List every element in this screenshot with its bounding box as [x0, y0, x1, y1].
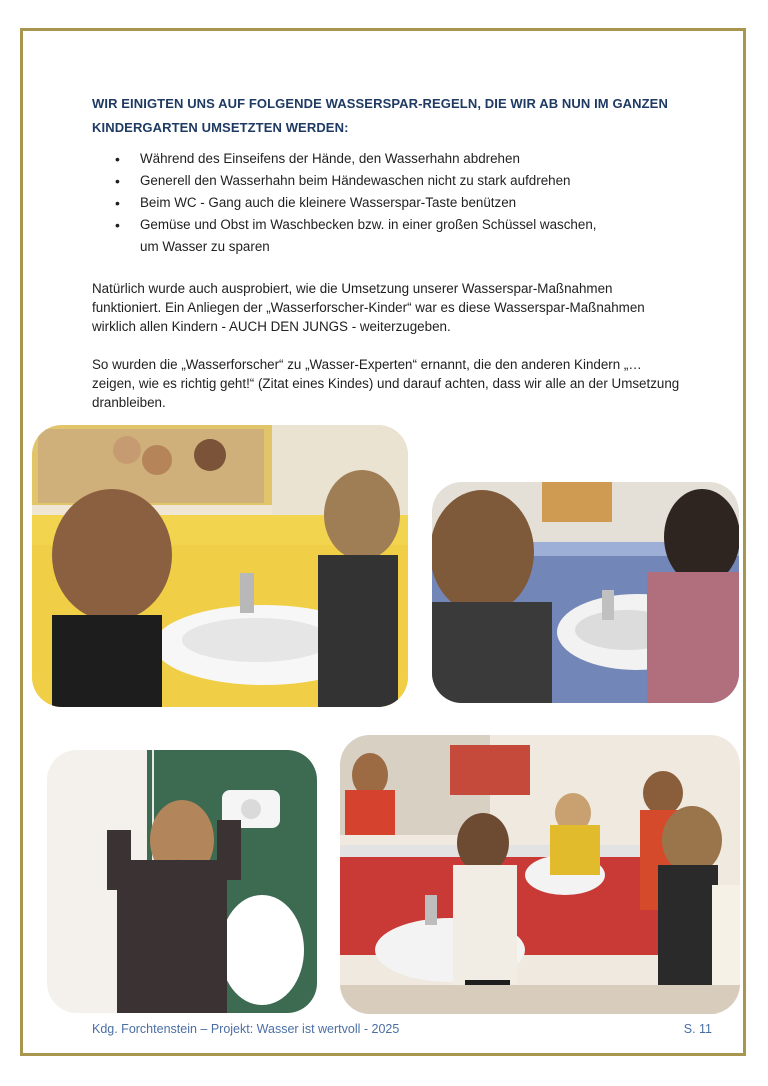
list-item-continuation: um Wasser zu sparen: [140, 239, 270, 254]
water-saving-rules-list: [112, 148, 672, 258]
list-item: • Gemüse und Obst im Waschbecken bzw. in einer großen Schüssel waschen,: [112, 214, 672, 236]
list-item: • Während des Einseifens der Hände, den Wasserhahn abdrehen: [112, 148, 672, 170]
photo-turning-off-tap: [432, 482, 739, 703]
list-item: • Generell den Wasserhahn beim Händewaschen nicht zu stark aufdrehen: [112, 170, 672, 192]
bullet-icon: •: [115, 151, 120, 167]
footer-project-title: Kdg. Forchtenstein – Projekt: Wasser ist wertvoll - 2025: [92, 1022, 400, 1036]
bullet-icon: •: [115, 217, 120, 233]
photo-toilet-flush: [47, 750, 317, 1013]
photo-girls-washing-hands: [32, 425, 408, 707]
bullet-icon: •: [115, 173, 120, 189]
section-heading: WIR EINIGTEN UNS AUF FOLGENDE WASSERSPAR-REGELN, DIE WIR AB NUN IM GANZEN KINDERGARTEN UMSETZTEN WERDEN:: [92, 96, 668, 135]
list-item: • Beim WC - Gang auch die kleinere Wasserspar-Taste benützen: [112, 192, 672, 214]
paragraph-experts: So wurden die „Wasserforscher“ zu „Wasser-Experten“ ernannt, die den anderen Kindern „… zeigen, wie es richtig geht!“ (Zitat eines Kindes) und darauf achten, dass wir alle an der Umsetzung dranbleiben.: [92, 357, 680, 410]
photo-boys-washing-hands: [340, 735, 740, 1014]
bullet-icon: •: [115, 195, 120, 211]
footer-page-number: S. 11: [683, 1022, 712, 1036]
paragraph-implementation: Natürlich wurde auch ausprobiert, wie die Umsetzung unserer Wasserspar-Maßnahmen funktioniert. Ein Anliegen der „Wasserforscher-Kinder“ war es diese Wasserspar-Maßnahmen wirklich allen Kindern - AUCH DEN JUNGS - weiterzugeben.: [92, 281, 645, 334]
